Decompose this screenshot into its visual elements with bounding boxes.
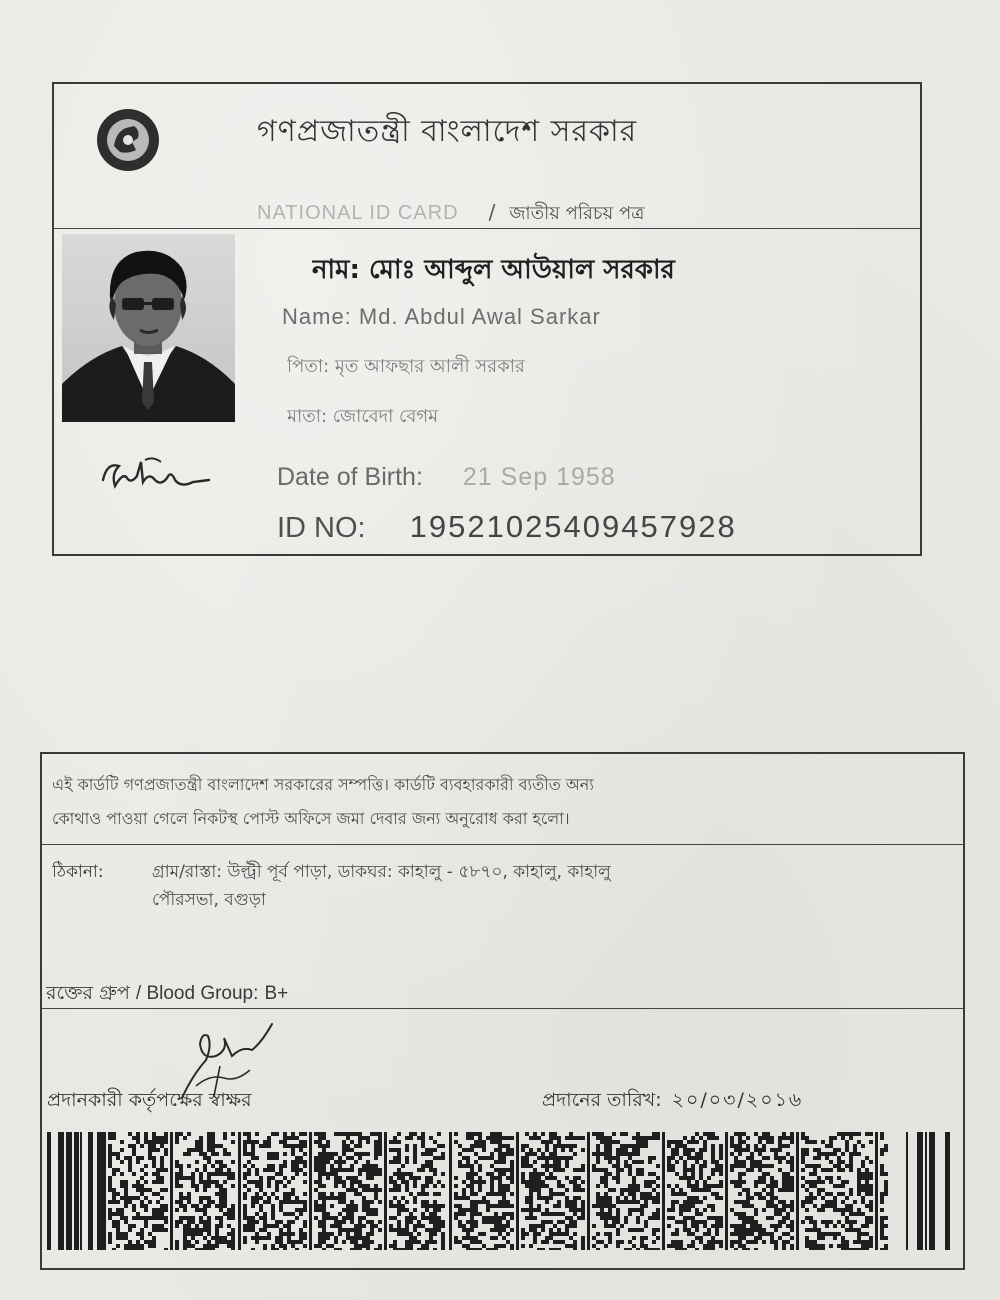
issuer-signature-label: প্রদানকারী কর্তৃপক্ষের স্বাক্ষর [47,1089,252,1111]
notice-divider [42,844,963,845]
government-name: গণপ্রজাতন্ত্রী বাংলাদেশ সরকার [257,114,638,149]
card-title [257,196,877,228]
id-number-row [277,504,917,550]
name-en-row [282,300,842,334]
blood-group-divider [42,1008,963,1009]
id-number-value: 19521025409457928 [409,509,737,544]
name-en-value: Md. Abdul Awal Sarkar [358,304,601,329]
card-title-bn: জাতীয় পরিচয় পত্র [509,203,645,224]
government-emblem-icon [92,106,164,174]
holder-photo [62,234,235,422]
issue-date-value: ২০/০৩/২০১৬ [671,1089,804,1111]
holder-signature-icon [97,450,217,500]
address-line-1: গ্রাম/রাস্তা: উল্ট্রী পূর্ব পাড়া, ডাকঘর: কাহালু - ৫৮৭০, কাহালু, কাহালু [152,862,611,882]
dob-label: Date of Birth: [277,463,423,491]
blood-group-row [46,978,646,1008]
name-bn-value: মোঃ আব্দুল আউয়াল সরকার [368,255,675,285]
dob-value: 21 Sep 1958 [462,463,616,491]
notice-line-2: কোথাও পাওয়া গেলে নিকটস্থ পোস্ট অফিসে জমা দেবার জন্য অনুরোধ করা হলো। [52,809,570,828]
issue-date-label: প্রদানের তারিখ: [542,1089,662,1111]
nid-front-card [52,82,922,556]
father-value: মৃত আফছার আলী সরকার [334,356,525,377]
notice-line-1: এই কার্ডটি গণপ্রজাতন্ত্রী বাংলাদেশ সরকারের সম্পত্তি। কার্ডটি ব্যবহারকারী ব্যতীত অন্য [52,775,594,794]
address-line-2: পৌরসভা, বগুড়া [152,890,266,910]
barcode-modules [47,1132,950,1250]
name-bn-label: নাম: [312,255,360,285]
blood-group-label-en: / Blood Group: [135,983,259,1004]
name-en-label: Name: [282,304,352,329]
name-bn-row [312,250,872,290]
id-label: ID NO: [277,512,366,544]
barcode [47,1132,959,1250]
blood-group-value: B+ [264,983,289,1004]
father-label: পিতা: [287,356,330,377]
header-divider [54,228,920,229]
card-title-separator: / [488,200,496,224]
mother-row [287,402,847,432]
blood-group-label-bn: রক্তের গ্রুপ [46,982,130,1004]
barcode-graphic [47,1132,959,1250]
father-row [287,352,847,382]
address-label: ঠিকানা: [52,862,104,882]
card-title-en: NATIONAL ID CARD [257,202,459,224]
nid-back-card [40,752,965,1270]
issue-date-row [542,1084,957,1116]
mother-label: মাতা: [287,406,328,427]
dob-row [277,458,877,496]
mother-value: জোবেদা বেগম [332,406,439,427]
